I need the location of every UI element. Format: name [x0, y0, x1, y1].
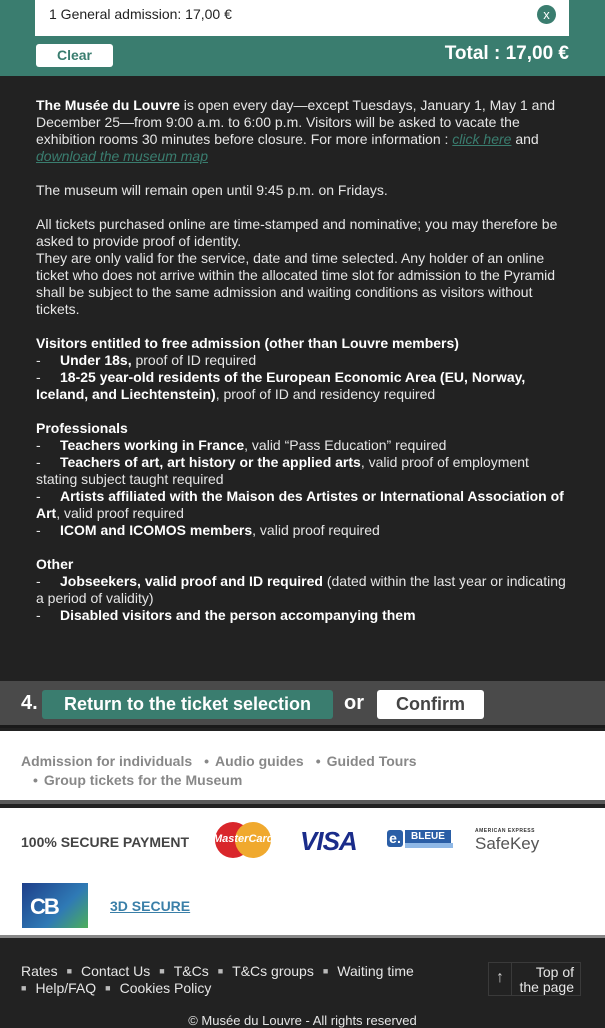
- bullet: •: [315, 753, 321, 769]
- bullet: •: [33, 772, 38, 788]
- list-item: [36, 437, 446, 453]
- item-text: , valid “Pass Education” required: [244, 437, 447, 453]
- footer-link-tcs-groups[interactable]: T&Cs groups: [232, 963, 314, 979]
- amex-small-text: AMERICAN EXPRESS: [475, 828, 535, 834]
- free-admission-heading: Visitors entitled to free admission (other than Louvre members): [36, 335, 459, 351]
- dash: -: [36, 573, 41, 589]
- top-label-line2: the page: [519, 979, 574, 995]
- item-text: , valid proof required: [56, 505, 184, 521]
- dash: -: [36, 454, 41, 470]
- footer: [0, 941, 605, 1028]
- nav-link-admission[interactable]: Admission for individuals: [21, 753, 193, 769]
- separator: ■: [217, 966, 224, 976]
- eblue-text: BLEUE: [405, 830, 451, 843]
- ticket-conditions-2: They are only valid for the service, date and time selected. Any holder of an online ticket who does not arrive within the allocated time slot for admission to the Pyramid shall be subject to the same admission and waiting conditions as visitors without tickets.: [36, 250, 556, 317]
- return-to-ticket-selection-button[interactable]: Return to the ticket selection: [42, 690, 333, 719]
- item-bold: Artists affiliated with the Maison des Artistes or International Association of Art: [36, 488, 564, 521]
- ticket-conditions: [36, 216, 569, 318]
- nav-link-audio-guides[interactable]: Audio guides: [215, 753, 304, 769]
- basket-summary: [35, 0, 569, 36]
- list-item: [36, 352, 256, 368]
- footer-link-rates[interactable]: Rates: [21, 963, 58, 979]
- ticket-conditions-1: All tickets purchased online are time-stamped and nominative; you may therefore be asked to provide proof of identity.: [36, 216, 558, 249]
- step-number: 4.: [21, 692, 38, 714]
- 3d-secure-link[interactable]: 3D SECURE: [110, 898, 191, 914]
- separator: ■: [105, 983, 111, 993]
- amex-safekey-logo: [475, 828, 545, 854]
- item-text: (dated within the last year or indicating a period of validity): [36, 573, 566, 606]
- item-text: proof of ID required: [131, 352, 257, 368]
- item-text: , valid proof required: [252, 522, 380, 538]
- separator: ■: [322, 966, 329, 976]
- museum-name: The Musée du Louvre: [36, 97, 180, 113]
- footer-link-help[interactable]: Help/FAQ: [35, 980, 97, 996]
- dash: -: [36, 607, 41, 623]
- item-bold: Jobseekers, valid proof and ID required: [60, 573, 323, 589]
- list-item: [36, 522, 380, 538]
- cb-logo: [22, 883, 88, 928]
- safekey-text: SafeKey: [475, 834, 540, 853]
- item-bold: Teachers working in France: [60, 437, 245, 453]
- mastercard-logo: [213, 822, 273, 858]
- list-item: [36, 607, 416, 623]
- dash: -: [36, 369, 41, 385]
- item-bold: ICOM and ICOMOS members: [60, 522, 253, 538]
- professionals-list: [36, 420, 569, 539]
- friday-hours: The museum will remain open until 9:45 p.m. on Fridays.: [36, 182, 388, 198]
- clear-button[interactable]: Clear: [36, 44, 113, 67]
- step-bar: [0, 681, 605, 728]
- or-label: or: [344, 692, 364, 714]
- copyright: © Musée du Louvre - All rights reserved: [188, 1013, 417, 1028]
- separator: ■: [66, 966, 73, 976]
- information-section: [0, 76, 605, 681]
- visa-logo: VISA: [300, 826, 357, 856]
- other-list: [36, 556, 569, 624]
- footer-link-cookies[interactable]: Cookies Policy: [119, 980, 212, 996]
- dash: -: [36, 437, 41, 453]
- item-bold: Teachers of art, art history or the applied arts: [60, 454, 361, 470]
- item-text: , valid proof of employment stating subject taught required: [36, 454, 529, 487]
- top-label-line1: Top of: [535, 964, 574, 980]
- arrow-up-icon: ↑: [489, 963, 512, 995]
- nav-link-guided-tours[interactable]: Guided Tours: [326, 753, 417, 769]
- nav-links: [0, 731, 605, 804]
- footer-link-waiting-time[interactable]: Waiting time: [337, 963, 414, 979]
- nav-link-group-tickets[interactable]: Group tickets for the Museum: [43, 772, 243, 788]
- dash: -: [36, 352, 41, 368]
- other-heading: Other: [36, 556, 74, 572]
- list-item: [36, 369, 525, 402]
- cb-text: CB: [30, 894, 58, 919]
- list-item: [36, 488, 564, 521]
- item-bold: Disabled visitors and the person accompanying them: [60, 607, 416, 623]
- and-text: and: [511, 131, 539, 147]
- footer-link-tcs[interactable]: T&Cs: [173, 963, 209, 979]
- list-item: [36, 454, 529, 487]
- dash: -: [36, 488, 41, 504]
- bullet: •: [204, 753, 210, 769]
- professionals-heading: Professionals: [36, 420, 128, 436]
- remove-item-icon[interactable]: x: [537, 5, 556, 24]
- footer-links: [21, 963, 441, 997]
- separator: ■: [159, 966, 165, 976]
- basket-panel: [0, 0, 605, 76]
- secure-payment-label: 100% SECURE PAYMENT: [21, 834, 190, 850]
- mastercard-text: MasterCard: [213, 833, 274, 845]
- separator: ■: [21, 983, 27, 993]
- top-of-page-label: [520, 965, 575, 995]
- item-text: , proof of ID and residency required: [215, 386, 436, 402]
- basket-line-item: 1 General admission: 17,00 €: [49, 6, 232, 22]
- opening-hours-text: is open every day—except Tuesdays, January 1, May 1 and December 25—from 9:00 a.m. to 6:00 p.m. Visitors will be asked to vacate the exhibition rooms 30 minutes before closure. For more information :: [36, 97, 556, 147]
- item-bold: Under 18s,: [60, 352, 132, 368]
- confirm-button[interactable]: Confirm: [377, 690, 484, 719]
- eblue-e: e.: [387, 830, 403, 847]
- click-here-link[interactable]: click here: [452, 131, 512, 147]
- secure-payment-section: [0, 808, 605, 938]
- dash: -: [36, 522, 41, 538]
- carte-bleue-logo: [387, 828, 453, 850]
- total-price: Total : 17,00 €: [444, 43, 569, 64]
- opening-hours-paragraph: [36, 97, 569, 165]
- top-of-page-button[interactable]: [488, 962, 581, 996]
- free-admission-list: [36, 335, 569, 403]
- item-bold: 18-25 year-old residents of the European Economic Area (EU, Norway, Iceland, and Liechtenstein): [36, 369, 526, 402]
- footer-link-contact[interactable]: Contact Us: [81, 963, 151, 979]
- download-map-link[interactable]: download the museum map: [36, 148, 208, 164]
- list-item: [36, 573, 566, 606]
